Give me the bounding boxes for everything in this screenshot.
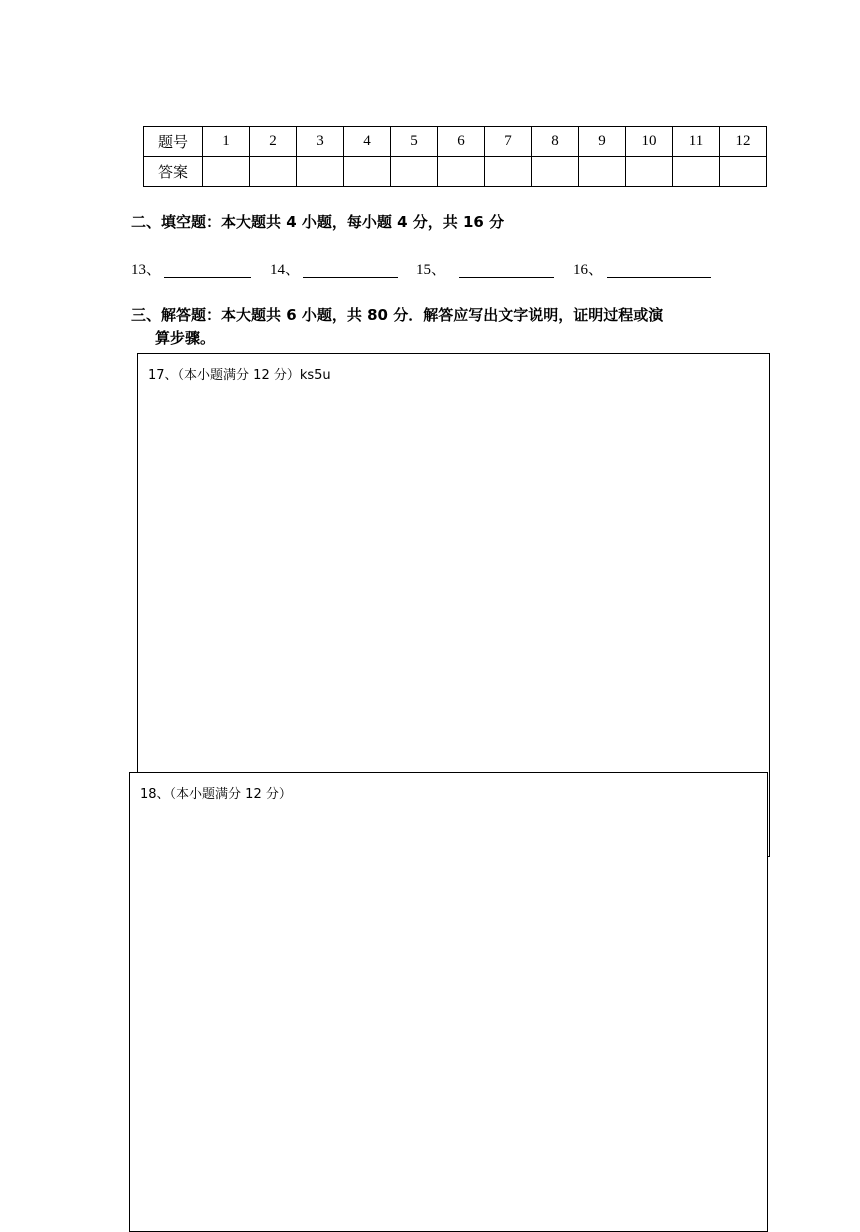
question-17-title: 17、（本小题满分 12 分）ks5u [148, 368, 331, 383]
row-label-answer: 答案 [144, 157, 203, 187]
question-18-title: 18、（本小题满分 12 分） [140, 787, 292, 802]
question-number-cell: 3 [297, 127, 344, 157]
question-number-cell: 7 [485, 127, 532, 157]
table-row-question-numbers [144, 127, 767, 157]
question-number-cell: 5 [391, 127, 438, 157]
answer-box-q18[interactable] [129, 772, 768, 1232]
answer-cell[interactable] [391, 157, 438, 187]
table-row-answers [144, 157, 767, 187]
blank-label-15: 15、 [416, 262, 447, 278]
answer-cell[interactable] [203, 157, 250, 187]
question-number-cell: 2 [250, 127, 297, 157]
question-number-cell: 8 [532, 127, 579, 157]
section-3-heading-line-2: 算步骤。 [155, 329, 216, 347]
answer-cell[interactable] [673, 157, 720, 187]
question-number-cell: 1 [203, 127, 250, 157]
blank-line-14[interactable] [303, 277, 398, 278]
answer-cell[interactable] [438, 157, 485, 187]
answer-cell[interactable] [344, 157, 391, 187]
answer-cell[interactable] [579, 157, 626, 187]
section-3-heading-line-1: 三、解答题：本大题共 6 小题，共 80 分．解答应写出文字说明，证明过程或演 [131, 306, 664, 324]
blank-label-13: 13、 [131, 262, 162, 278]
question-number-cell: 10 [626, 127, 673, 157]
question-number-cell: 4 [344, 127, 391, 157]
question-number-cell: 12 [720, 127, 767, 157]
question-number-cell: 11 [673, 127, 720, 157]
answer-cell[interactable] [626, 157, 673, 187]
answer-cell[interactable] [297, 157, 344, 187]
row-label-question-number: 题号 [144, 127, 203, 157]
question-number-cell: 9 [579, 127, 626, 157]
blank-line-15[interactable] [459, 277, 554, 278]
blank-label-16: 16、 [573, 262, 604, 278]
question-number-cell: 6 [438, 127, 485, 157]
blank-line-16[interactable] [607, 277, 711, 278]
answer-cell[interactable] [532, 157, 579, 187]
answer-cell[interactable] [485, 157, 532, 187]
blank-label-14: 14、 [270, 262, 301, 278]
answer-cell[interactable] [250, 157, 297, 187]
answer-table [143, 126, 767, 187]
blank-line-13[interactable] [164, 277, 251, 278]
section-2-heading: 二、填空题：本大题共 4 小题，每小题 4 分，共 16 分 [131, 213, 505, 231]
answer-cell[interactable] [720, 157, 767, 187]
